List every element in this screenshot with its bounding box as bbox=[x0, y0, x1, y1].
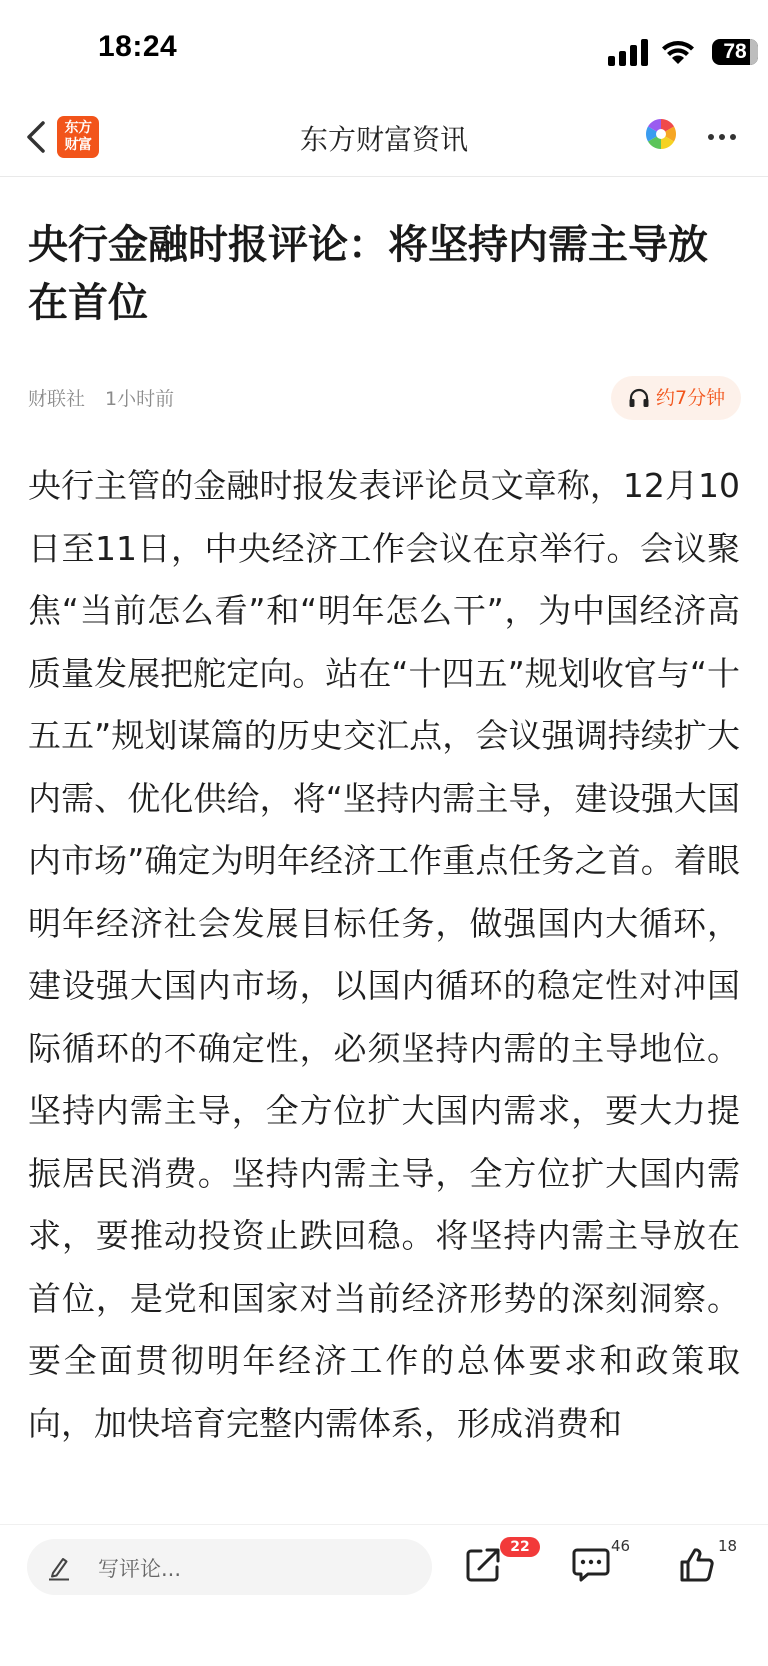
article-body: 央行主管的金融时报发表评论员文章称，12月10日至11日，中央经济工作会议在京举行。会议聚焦“当前怎么看”和“明年怎么干”，为中国经济高质量发展把舵定向。站在“十四五”规划收官与“十五五”规划谋篇的历史交汇点，会议强调持续扩大内需、优化供给，将“坚持内需主导，建设强大国内市场”确定为明年经济工作重点任务之首。着眼明年经济社会发展目标任务，做强国内大循环，建设强大国内市场，以国内循环的稳定性对冲国际循环的不确定性，必须坚持内需的主导地位。坚持内需主导，全方位扩大国内需求，要大力提振居民消费。坚持内需主导，全方位扩大国内需求，要推动投资止跌回稳。将坚持内需主导放在首位，是党和国家对当前经济形势的深刻洞察。要全面贯彻明年经济工作的总体要求和政策取向，加快培育完整内需体系，形成消费和 bbox=[28, 466, 740, 1443]
comments-button[interactable] bbox=[567, 1537, 631, 1589]
status-time: 18:24 bbox=[98, 30, 178, 63]
article-source[interactable]: 财联社 bbox=[28, 388, 86, 410]
article-time: 1小时前 bbox=[105, 388, 175, 410]
pen-icon bbox=[47, 1555, 71, 1581]
like-count: 18 bbox=[718, 1537, 738, 1555]
app-logo-line-1: 东方 bbox=[64, 120, 92, 136]
nav-title: 东方财富资讯 bbox=[299, 123, 468, 156]
signal-icon bbox=[608, 38, 650, 66]
more-icon[interactable] bbox=[707, 133, 737, 141]
color-wheel-icon[interactable] bbox=[644, 117, 678, 151]
app-logo-line-2: 财富 bbox=[64, 137, 92, 153]
comment-icon bbox=[572, 1547, 610, 1583]
headphone-icon bbox=[628, 388, 650, 408]
like-button[interactable] bbox=[674, 1537, 738, 1589]
battery-icon bbox=[712, 39, 758, 65]
listen-button[interactable] bbox=[611, 376, 741, 420]
status-bar bbox=[0, 0, 768, 100]
comment-count: 46 bbox=[611, 1537, 631, 1555]
battery-level: 78 bbox=[723, 40, 747, 63]
share-icon bbox=[465, 1547, 501, 1583]
comment-input[interactable] bbox=[27, 1539, 432, 1595]
bottom-action-bar bbox=[0, 1524, 768, 1666]
article-meta bbox=[28, 384, 174, 411]
share-button[interactable] bbox=[460, 1539, 530, 1589]
listen-duration: 约7分钟 bbox=[656, 387, 726, 409]
share-count-badge: 22 bbox=[500, 1537, 540, 1557]
wifi-icon bbox=[660, 38, 696, 66]
article-headline: 央行金融时报评论：将坚持内需主导放在首位 bbox=[28, 222, 708, 326]
comment-placeholder: 写评论... bbox=[98, 1557, 182, 1581]
thumbs-up-icon bbox=[679, 1547, 715, 1583]
nav-bar bbox=[0, 100, 768, 177]
